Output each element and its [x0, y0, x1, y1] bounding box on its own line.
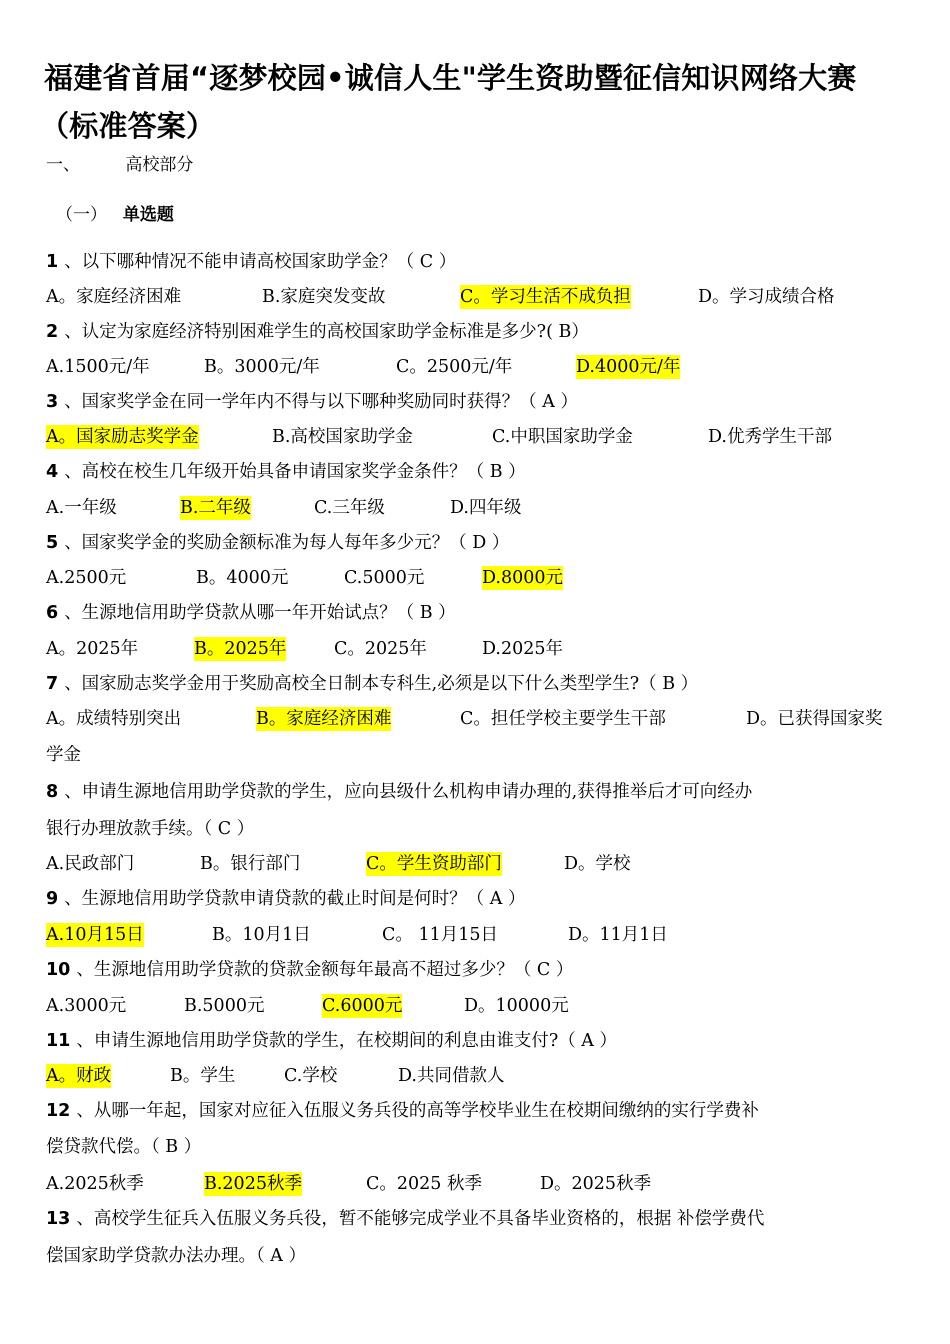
subsection-number: （一） — [56, 205, 107, 225]
option-b: B。银行部门 — [200, 854, 301, 874]
option-d: D。已获得国家奖 — [746, 709, 883, 729]
option-b: B.家庭突发变故 — [262, 287, 386, 307]
option-a: A.一年级 — [46, 498, 117, 518]
option-a: A。成绩特别突出 — [46, 709, 182, 729]
option-c: C.中职国家助学金 — [492, 427, 633, 447]
option-d: D.优秀学生干部 — [708, 427, 832, 447]
option-a: A.1500元/年 — [46, 357, 150, 377]
question-7: 7 、国家励志奖学金用于奖励高校全日制本专科生,必须是以下什么类型学生?（ B ） — [46, 674, 699, 694]
question-12-continuation: 偿贷款代偿。（ B ） — [46, 1137, 202, 1157]
option-a: A.3000元 — [46, 996, 127, 1016]
option-d: D.共同借款人 — [398, 1066, 505, 1086]
question-8-continuation: 银行办理放款手续。（ C ） — [46, 819, 255, 839]
option-a: A.2500元 — [46, 568, 127, 588]
question-1: 1 、以下哪种情况不能申请高校国家助学金？（ C ） — [46, 252, 457, 272]
option-c: C。2025 秋季 — [366, 1174, 482, 1194]
question-13-continuation: 偿国家助学贷款办法办理。（ A ） — [46, 1246, 307, 1266]
option-c-answer: C.6000元 — [322, 996, 403, 1016]
option-d: D.2025年 — [482, 639, 564, 659]
option-c: C.5000元 — [344, 568, 425, 588]
option-d-answer: D.8000元 — [482, 568, 564, 588]
option-c: C。2500元/年 — [396, 357, 513, 377]
question-4: 4 、高校在校生几年级开始具备申请国家奖学金条件？（ B ） — [46, 462, 526, 482]
option-d-continuation: 学金 — [46, 745, 81, 765]
option-c: C.三年级 — [314, 498, 385, 518]
option-c-answer: C。学习生活不成负担 — [460, 287, 631, 307]
option-d-answer: D.4000元/年 — [576, 357, 681, 377]
question-6: 6 、生源地信用助学贷款从哪一年开始试点？（ B ） — [46, 603, 456, 623]
option-d: D。11月1日 — [568, 925, 668, 945]
question-3: 3 、国家奖学金在同一学年内不得与以下哪种奖励同时获得？（ A ） — [46, 392, 578, 412]
option-a-answer: A.10月15日 — [46, 925, 144, 945]
question-11: 11 、申请生源地信用助学贷款的学生，在校期间的利息由谁支付?（ A ） — [46, 1031, 618, 1051]
option-a: A。家庭经济困难 — [46, 287, 182, 307]
option-b-answer: B。家庭经济困难 — [256, 709, 392, 729]
option-b-answer: B。2025年 — [194, 639, 287, 659]
option-b-answer: B.2025秋季 — [204, 1174, 302, 1194]
option-d: D。2025秋季 — [540, 1174, 652, 1194]
option-b-answer: B.二年级 — [180, 498, 251, 518]
document-subtitle: （标准答案） — [40, 109, 216, 143]
question-10: 10 、生源地信用助学贷款的贷款金额每年最高不超过多少？（ C ） — [46, 960, 574, 980]
question-8: 8 、申请生源地信用助学贷款的学生，应向县级什么机构申请办理的,获得推举后才可向经办 — [46, 782, 753, 802]
option-b: B.高校国家助学金 — [272, 427, 413, 447]
question-13: 13 、高校学生征兵入伍服义务兵役，暂不能够完成学业不具备毕业资格的，根据 补偿学费代 — [46, 1209, 765, 1229]
option-c: C.学校 — [284, 1066, 338, 1086]
section-heading — [46, 150, 193, 175]
option-a: A.民政部门 — [46, 854, 135, 874]
option-c: C。2025年 — [334, 639, 427, 659]
question-9: 9 、生源地信用助学贷款申请贷款的截止时间是何时？（ A ） — [46, 889, 526, 909]
option-b: B。3000元/年 — [204, 357, 320, 377]
option-c: C。担任学校主要学生干部 — [460, 709, 666, 729]
question-12: 12 、从哪一年起，国家对应征入伍服义务兵役的高等学校毕业生在校期间缴纳的实行学费补 — [46, 1101, 759, 1121]
option-d: D。学习成绩合格 — [698, 287, 835, 307]
option-d: D.四年级 — [450, 498, 522, 518]
option-a: A。2025年 — [46, 639, 139, 659]
option-d: D。学校 — [564, 854, 631, 874]
option-b: B。学生 — [170, 1066, 236, 1086]
question-2: 2 、认定为家庭经济特别困难学生的高校国家助学金标准是多少?( B） — [46, 322, 589, 342]
subsection-heading — [56, 200, 174, 225]
section-label: 高校部分 — [125, 155, 194, 175]
section-number: 一、 — [46, 155, 80, 175]
option-c-answer: C。学生资助部门 — [366, 854, 502, 874]
option-b: B。10月1日 — [212, 925, 311, 945]
option-c: C。 11月15日 — [382, 925, 498, 945]
option-a: A.2025秋季 — [46, 1174, 144, 1194]
option-a-answer: A。国家励志奖学金 — [46, 427, 199, 447]
option-b: B.5000元 — [184, 996, 265, 1016]
subsection-label: 单选题 — [122, 205, 174, 225]
option-b: B。4000元 — [196, 568, 289, 588]
option-d: D。10000元 — [464, 996, 569, 1016]
question-5: 5 、国家奖学金的奖励金额标准为每人每年多少元？（ D ） — [46, 533, 510, 553]
option-a-answer: A。财政 — [46, 1066, 112, 1086]
document-title: 福建省首届“逐梦校园•诚信人生"学生资助暨征信知识网络大赛 — [44, 61, 857, 95]
